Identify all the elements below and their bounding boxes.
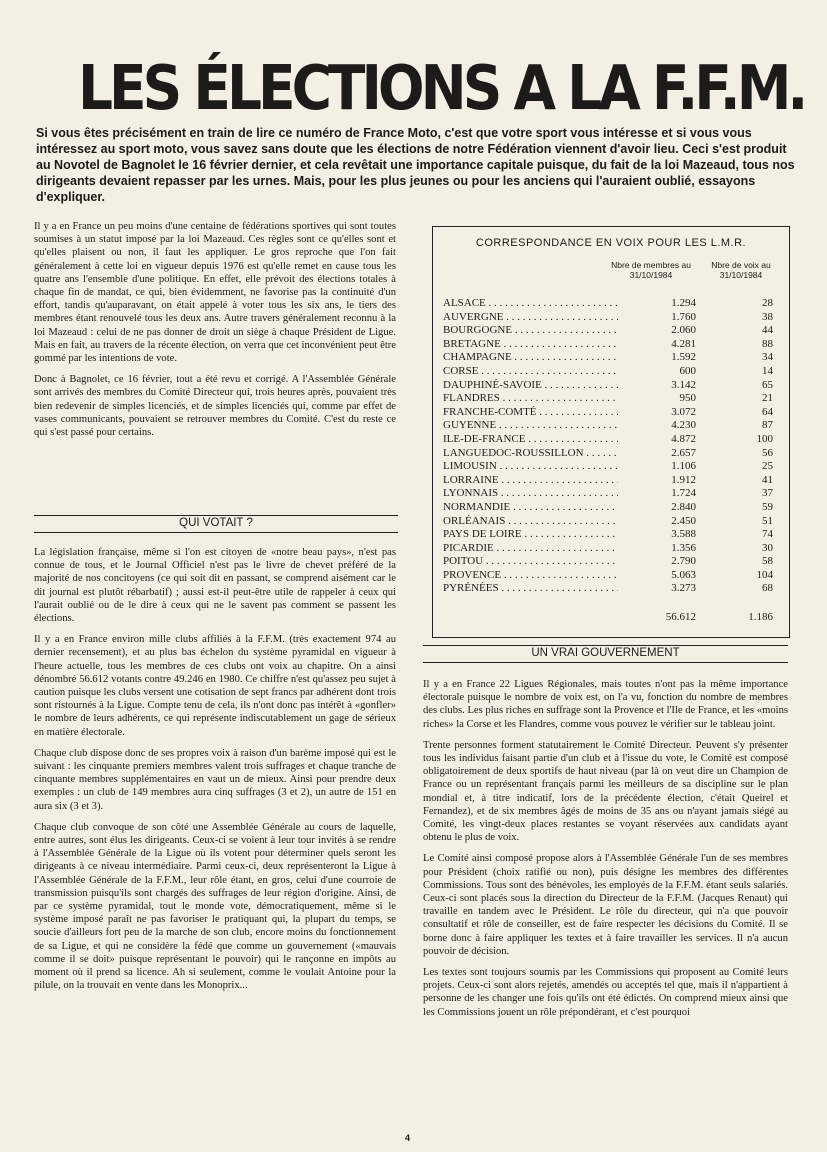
total-members: 56.612	[665, 611, 696, 623]
region-name: GUYENNE . . .	[443, 419, 618, 433]
region-name: CORSE . . .	[443, 365, 618, 379]
vote-count: 68	[762, 582, 773, 595]
left-column-lower	[34, 546, 396, 1001]
table-row	[443, 555, 785, 569]
table-row	[443, 515, 785, 529]
member-count: 3.273	[671, 582, 696, 595]
table-row	[443, 297, 785, 311]
member-count: 3.072	[671, 405, 696, 418]
table-row	[443, 460, 785, 474]
member-count: 2.060	[671, 324, 696, 337]
region-name: NORMANDIE . . .	[443, 501, 618, 515]
vote-count: 51	[762, 514, 773, 527]
paragraph: Chaque club convoque de son côté une Assemblée Générale au cours de laquelle, entre autres, sont élus les dirigeants. Ceux-ci se voient à leur tour invités à se rendre à l'Assemblée Générale de la Ligue où ils votent pour déterminer quels seront les dirigeants à ce niveau intermédiaire. Parmi ceux-ci, deux représenteront la Ligue à l'Assemblée Générale de la F.F.M., leur rôle étant, en gros, celui d'une courroie de transmission puisqu'ils sont chargés des suffrages de leur région d'origine. Ainsi, de par ce système pyramidal, tout le monde vote, démocratiquement, même si le système imposé paraît ne pas favoriser le pratiquant qui, la plupart du temps, se soucie d'ailleurs fort peu de la marche de son club, encore moins du fonctionnement de sa Ligue, et qui ne considère la fédé que comme un gouvernement («mauvais comme il se doit» puisque représentant le pouvoir) qui le rançonne en impôts au moment où il prend sa licence. Ah si seulement, comme le voulait Antoine pour la pilule, on la trouvait en vente dans les Monoprix...	[34, 821, 396, 992]
region-name: LIMOUSIN . . .	[443, 460, 618, 474]
table-row	[443, 433, 785, 447]
vote-count: 88	[762, 337, 773, 350]
table-row	[443, 419, 785, 433]
paragraph: Donc à Bagnolet, ce 16 février, tout a été revu et corrigé. A l'Assemblée Générale sont arrivés des membres du Comité Directeur qui, trois heures après, pouvaient très bien redevenir de simples licenciés, et de simples licenciés qui, comme par effet de vases communicants, pouvaient se retrouver membres du Comité. C'est du reste ce qui s'est passé pour certains.	[34, 374, 396, 439]
table-row	[443, 338, 785, 352]
vote-count: 65	[762, 378, 773, 391]
table-row	[443, 447, 785, 461]
member-count: 2.790	[671, 555, 696, 568]
vote-count: 74	[762, 528, 773, 541]
region-name: LORRAINE . . .	[443, 474, 618, 488]
member-count: 2.840	[671, 500, 696, 513]
vote-count: 104	[756, 568, 773, 581]
table-row	[443, 582, 785, 596]
vote-count: 38	[762, 310, 773, 323]
region-name: BOURGOGNE . . .	[443, 324, 618, 338]
member-count: 4.230	[671, 419, 696, 432]
region-name: PYRÉNÉES . . .	[443, 582, 618, 596]
article-title: LES ÉLECTIONS A LA F.F.M.	[78, 52, 805, 124]
vote-count: 25	[762, 460, 773, 473]
member-count: 1.106	[671, 460, 696, 473]
right-column	[423, 678, 788, 1027]
vote-count: 34	[762, 351, 773, 364]
table-row	[443, 474, 785, 488]
paragraph: Le Comité ainsi composé propose alors à l'Assemblée Générale l'un de ses membres pour Président (choix ratifié ou non), puis désigne les membres des différentes Commissions. Tous sont des bénévoles, les employés de la F.F.M. étant seuls salariés. Ceux-ci sont placés sous la direction du Directeur de la F.F.M. (Jacques Renaut) qui travaille en tandem avec le Président. Le rôle du directeur, qui n'a que pouvoir consultatif et rôle de conseiller, est de faire respecter les décisions du Comité. Il se borne donc à faire appliquer les textes et à faire travailler les services. Il n'a aucun pouvoir de décision.	[423, 853, 788, 957]
paragraph: Chaque club dispose donc de ses propres voix à raison d'un barème imposé qui est le suivant : les cinquante premiers membres valent trois suffrages et chaque tranche de cinquante membres supplémentaires en vaut un de mieux. Ainsi pour prendre deux exemples : un club de 149 membres aura cinq suffrages (3 et 2), un autre de 151 en aura six (3 et 3).	[34, 747, 396, 812]
votes-column-header: Nbre de voix au 31/10/1984	[711, 260, 771, 280]
table-row	[443, 569, 785, 583]
region-name: ORLÉANAIS . . .	[443, 515, 618, 529]
member-count: 1.760	[671, 310, 696, 323]
member-count: 3.142	[671, 378, 696, 391]
member-count: 1.592	[671, 351, 696, 364]
page-number: 4	[405, 1133, 411, 1143]
vote-count: 56	[762, 446, 773, 459]
member-count: 2.450	[671, 514, 696, 527]
paragraph: Il y a en France un peu moins d'une centaine de fédérations sportives qui sont toutes soumises à un statut imposé par la loi Mazeaud. Ces règles sont ce qu'elles sont et qu'elles plaisent ou non, il faut les appliquer. Le gros reproche que l'on fait généralement à cette loi en vigueur depuis 1976 est qu'elle remet en cause tous les quatre ans l'ensemble d'une politique. En effet, elle prévoit des élections totales à chaque fin de mandat, ce qui, bien évidemment, ne favorise pas la continuité d'un effort, tandis qu'auparavant, on était appelé à voter tous les six ans, le tiers des membres étant renouvelé tous les deux ans. Autre travers généralement reconnu à la loi Mazeaud : celui de ne pas donner de droit un siège à chaque Président de Ligue. Mais en fait, au travers de la récente élection, on verra que cet inconvénient peut être gommé par les intentions de vote.	[34, 221, 396, 365]
table-rows	[443, 297, 785, 596]
region-name: ALSACE . . .	[443, 297, 618, 311]
region-name: FLANDRES . . .	[443, 392, 618, 406]
region-name: PAYS DE LOIRE . . .	[443, 528, 618, 542]
table-row	[443, 406, 785, 420]
member-count: 1.724	[671, 487, 696, 500]
vote-count: 44	[762, 324, 773, 337]
paragraph: La législation française, même si l'on est citoyen de «notre beau pays», n'est pas connue de tous, et le Journal Officiel n'est pas le livre de chevet préféré de la majorité de nos concitoyens (ce qui soit dit en passant, se comprend aisément car le dit journal est plutôt rébarbatif) ; aussi est-il peut-être utile de rappeler à ceux qui l'aurait oublié ou de le dire à ceux qui ne le savent pas comment se passent les élections.	[34, 547, 396, 625]
region-name: POITOU . . .	[443, 555, 618, 569]
region-name: CHAMPAGNE . . .	[443, 351, 618, 365]
member-count: 5.063	[671, 568, 696, 581]
vote-count: 59	[762, 500, 773, 513]
vote-count: 64	[762, 405, 773, 418]
left-column	[34, 220, 396, 447]
vote-count: 30	[762, 541, 773, 554]
region-name: DAUPHINÉ-SAVOIE . . .	[443, 379, 618, 393]
vote-count: 87	[762, 419, 773, 432]
table-row	[443, 351, 785, 365]
table-row	[443, 392, 785, 406]
member-count: 4.281	[671, 337, 696, 350]
paragraph: Les textes sont toujours soumis par les Commissions qui proposent au Comité leurs projets. Ceux-ci sont alors rejetés, amendés ou acceptés tel que, mais il n'appartient à personne de les changer une fois qu'ils ont été édictés. On comprend mieux ainsi que les Commissions jouent un rôle prépondérant, et c'est pourquoi	[423, 967, 788, 1018]
divider	[423, 645, 788, 646]
votes-table	[432, 226, 790, 638]
paragraph: Il y a en France 22 Ligues Régionales, mais toutes n'ont pas la même importance électorale puisque le nombre de voix est, on l'a vu, fonction du nombre de membres des clubs. Les plus riches en suffrage sont la Provence et l'Ile de France, et les «moins riches» la Corse et les Flandres, comme vous pouvez le vérifier sur le tableau joint.	[423, 679, 788, 730]
region-name: ILE-DE-FRANCE . . .	[443, 433, 618, 447]
region-name: FRANCHE-COMTÉ . . .	[443, 406, 618, 420]
article-intro	[36, 125, 796, 205]
paragraph: Trente personnes forment statutairement le Comité Directeur. Peuvent s'y présenter tous les individus faisant partie d'un club et à l'issue du vote, le Comité est composé obligatoirement de deux sportifs de haut niveau (par là on veut dire un Champion de France ou un représentant français parmi les meilleurs de sa discipline sur le plan mondial et, à titre indicatif, lors de la précédente élection, c'était Queirel et Fernandez), et de six membres âgés de moins de 35 ans ou n'ayant jamais siégé au Comité, les vingt-deux places restantes se voyant réservées aux candidats ayant obtenu le plus de voix.	[423, 739, 788, 844]
table-row	[443, 528, 785, 542]
table-row	[443, 487, 785, 501]
table-row	[443, 311, 785, 325]
member-count: 1.356	[671, 541, 696, 554]
region-name: AUVERGNE . . .	[443, 311, 618, 325]
member-count: 600	[679, 364, 696, 377]
vote-count: 28	[762, 297, 773, 309]
table-row	[443, 324, 785, 338]
vote-count: 37	[762, 487, 773, 500]
region-name: LANGUEDOC-ROUSSILLON . . .	[443, 447, 618, 461]
region-name: BRETAGNE . . .	[443, 338, 618, 352]
member-count: 4.872	[671, 432, 696, 445]
member-count: 2.657	[671, 446, 696, 459]
members-column-header: Nbre de membres au 31/10/1984	[611, 260, 691, 280]
vote-count: 21	[762, 392, 773, 405]
intro-paragraph: Si vous êtes précisément en train de lire ce numéro de France Moto, c'est que votre sport vous intéresse et si vous vous intéressez au sport moto, vous savez sans doute que les élections de notre Fédération viennent d'avoir lieu. Ceci s'est produit au Novotel de Bagnolet le 16 février dernier, et cela revêtait une importance capitale puisque, du fait de la loi Mazeaud, tous nos dirigeants devaient repasser par les urnes. Mais, pour les plus jeunes ou pour les anciens qui l'auraient oublié, essayons d'expliquer.	[36, 126, 795, 204]
member-count: 1.912	[671, 473, 696, 486]
region-name: PICARDIE . . .	[443, 542, 618, 556]
vote-count: 41	[762, 473, 773, 486]
vote-count: 58	[762, 555, 773, 568]
section-heading-un-vrai-gouvernement: UN VRAI GOUVERNEMENT	[423, 647, 788, 663]
table-row	[443, 379, 785, 393]
region-name: PROVENCE . . .	[443, 569, 618, 583]
table-title: CORRESPONDANCE EN VOIX POUR LES L.M.R.	[475, 237, 747, 249]
table-row	[443, 365, 785, 379]
region-name: LYONNAIS . . .	[443, 487, 618, 501]
vote-count: 14	[762, 364, 773, 377]
member-count: 1.294	[671, 297, 696, 309]
paragraph: Il y a en France environ mille clubs affiliés à la F.F.M. (très exactement 974 au dernier recensement), et au plus bas échelon du système pyramidal en vigueur à l'heure actuelle, tous les membres de ces clubs ont voix au chapitre. On a ainsi dénombré 56.612 votants contre 49.246 en 1980. Ce chiffre n'est qu'assez peu sujet à caution puisque les clubs versent une cotisation de sept francs par adhérent dont trois sont ristournés à la Ligue. Compte tenu de cela, ils n'ont donc pas intérêt à «gonfler» le nombre de leurs adhérents, ce qui représente indiscutablement un gage de sérieux en matière électorale.	[34, 634, 396, 738]
vote-count: 100	[756, 432, 773, 445]
member-count: 3.588	[671, 528, 696, 541]
table-row	[443, 501, 785, 515]
member-count: 950	[679, 392, 696, 405]
section-heading-qui-votait: QUI VOTAIT ?	[34, 515, 398, 533]
total-votes: 1.186	[748, 611, 773, 623]
table-row	[443, 542, 785, 556]
